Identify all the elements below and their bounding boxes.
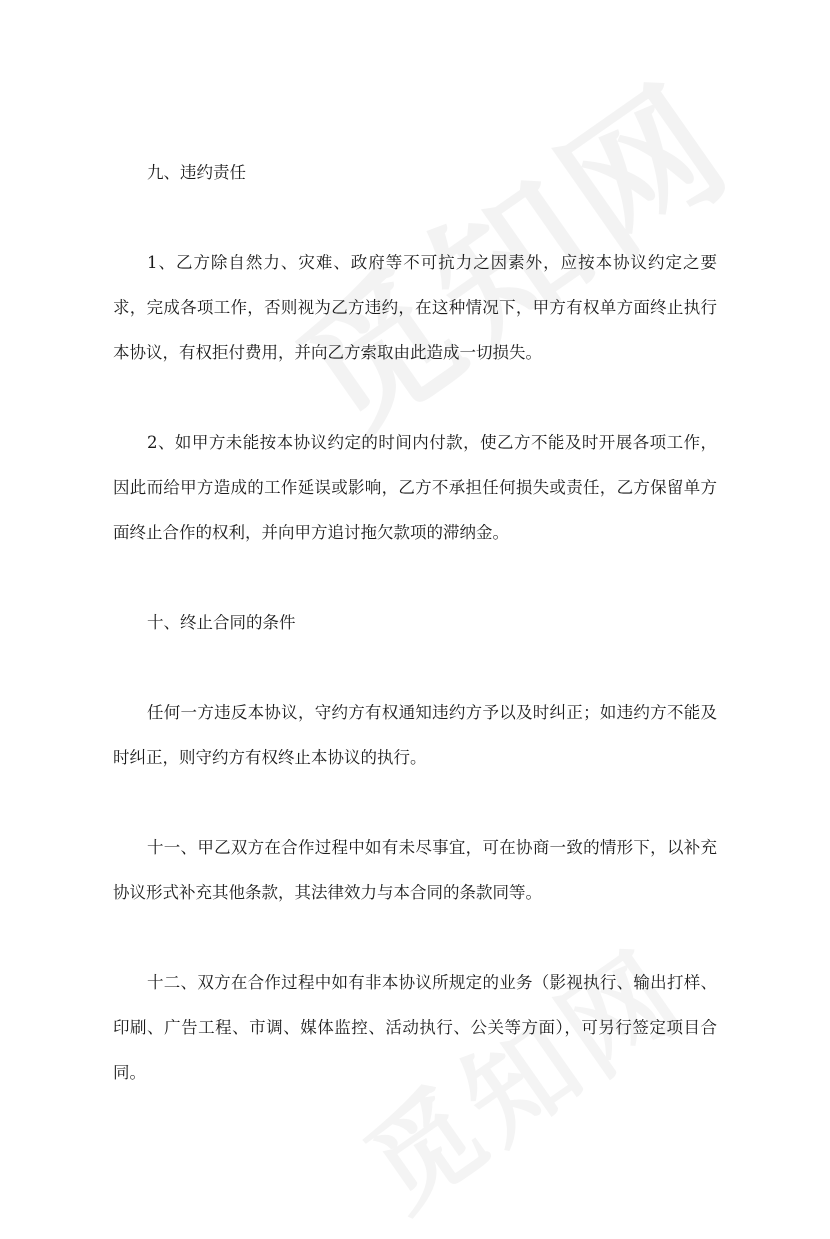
paragraph-clause-twelve: 十二、双方在合作过程中如有非本协议所规定的业务（影视执行、输出打样、印刷、广告工程、市调、媒体监控、活动执行、公关等方面），可另行签定项目合同。 <box>113 973 717 1082</box>
paragraph-breach-party-a: 2、如甲方未能按本协议约定的时间内付款，使乙方不能及时开展各项工作，因此而给甲方造成的工作延误或影响，乙方不承担任何损失或责任，乙方保留单方面终止合作的权利，并向甲方追讨拖欠款项的滞纳金。 <box>113 433 717 542</box>
paragraph-clause-eleven: 十一、甲乙双方在合作过程中如有未尽事宜，可在协商一致的情形下，以补充协议形式补充其他条款，其法律效力与本合同的条款同等。 <box>113 838 717 902</box>
document-body <box>113 150 717 1095</box>
section-heading-termination: 十、终止合同的条件 <box>147 613 296 632</box>
paragraph-breach-party-b: 1、乙方除自然力、灾难、政府等不可抗力之因素外，应按本协议约定之要求，完成各项工作，否则视为乙方违约，在这种情况下，甲方有权单方面终止执行本协议，有权拒付费用，并向乙方索取由此造成一切损失。 <box>113 253 717 362</box>
section-heading-breach: 九、违约责任 <box>147 163 246 182</box>
paragraph-termination: 任何一方违反本协议，守约方有权通知违约方予以及时纠正；如违约方不能及时纠正，则守约方有权终止本协议的执行。 <box>113 703 717 767</box>
